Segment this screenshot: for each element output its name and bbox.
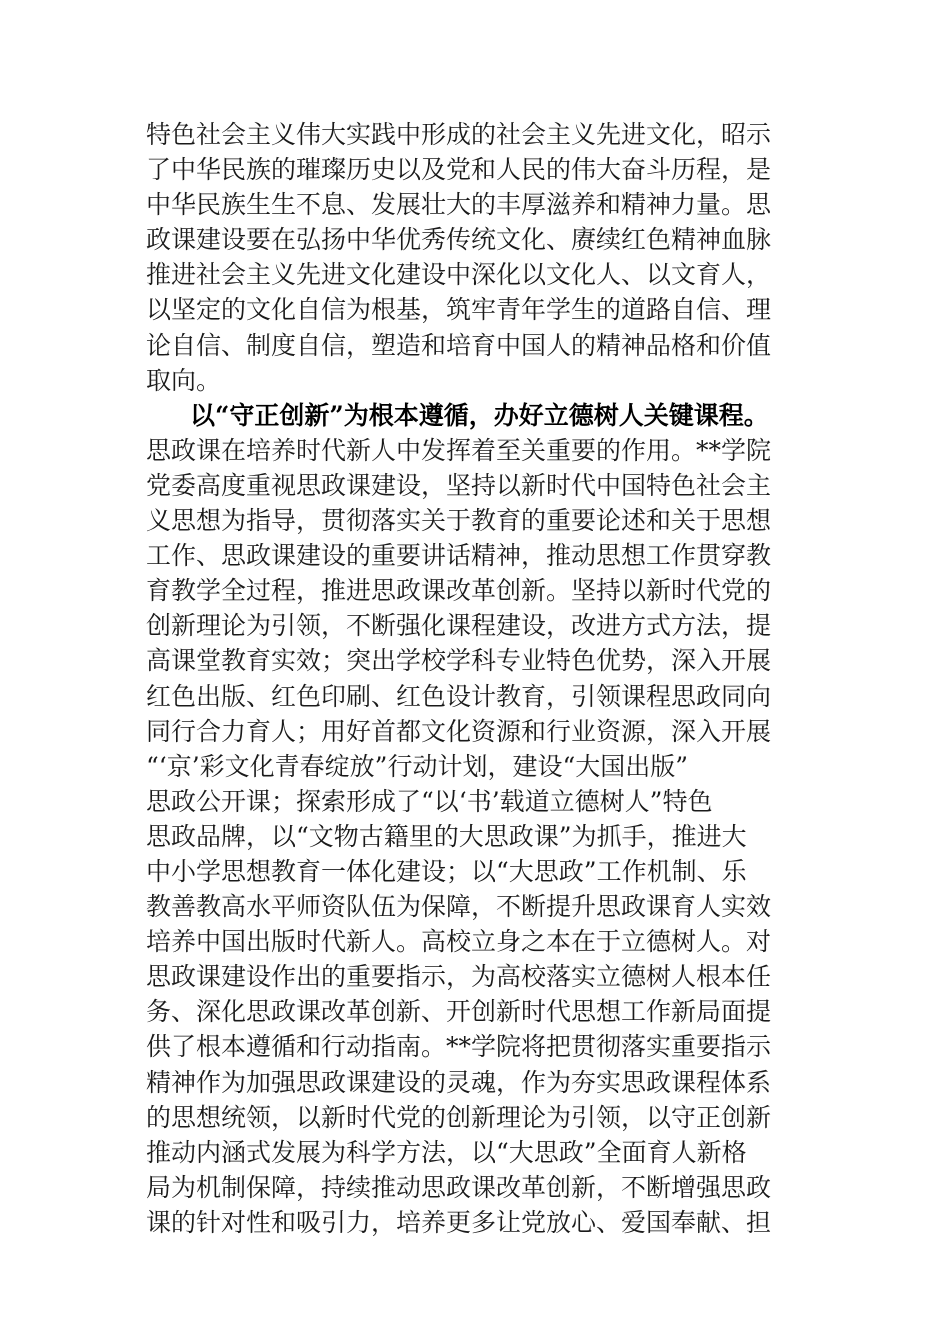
paragraph-ideological-course <box>146 433 836 1240</box>
text-line: 了中华民族的璀璨历史以及党和人民的伟大奋斗历程，是 <box>146 155 772 185</box>
text-line: 的思想统领，以新时代党的创新理论为引领，以守正创新 <box>146 1102 772 1132</box>
text-line: 中小学思想教育一体化建设；以“大思政”工作机制、乐 <box>146 856 747 886</box>
text-line: 义思想为指导，贯彻落实关于教育的重要论述和关于思想 <box>146 506 772 536</box>
text-line: 思政课在培养时代新人中发挥着至关重要的作用。**学院 <box>146 435 772 465</box>
text-line: 务、深化思政课改革创新、开创新时代思想工作新局面提 <box>146 997 772 1027</box>
text-line: 精神作为加强思政课建设的灵魂，作为夯实思政课程体系 <box>146 1067 772 1097</box>
section-heading: 以“守正创新”为根本遵循，办好立德树人关键课程。 <box>190 400 769 430</box>
text-line: 育教学全过程，推进思政课改革创新。坚持以新时代党的 <box>146 576 772 606</box>
text-line: 高课堂教育实效；突出学校学科专业特色优势，深入开展 <box>146 646 772 676</box>
text-line: 思政公开课；探索形成了“以‘书’载道立德树人”特色 <box>146 786 713 816</box>
paragraph-culture <box>146 117 836 398</box>
text-line: 特色社会主义伟大实践中形成的社会主义先进文化，昭示 <box>146 120 772 149</box>
text-line: “‘京’彩文化青春绽放”行动计划，建设“大国出版” <box>146 751 689 781</box>
text-line: 以坚定的文化自信为根基，筑牢青年学生的道路自信、理 <box>146 295 772 325</box>
text-line: 培养中国出版时代新人。高校立身之本在于立德树人。对 <box>146 927 772 957</box>
text-line: 教善教高水平师资队伍为保障，不断提升思政课育人实效 <box>146 892 772 922</box>
text-line: 红色出版、红色印刷、红色设计教育，引领课程思政同向 <box>146 681 772 711</box>
text-line: 政课建设要在弘扬中华优秀传统文化、赓续红色精神血脉 <box>146 225 772 255</box>
text-line: 思政品牌，以“文物古籍里的大思政课”为抓手，推进大 <box>146 821 747 851</box>
text-line: 创新理论为引领，不断强化课程建设，改进方式方法，提 <box>146 611 772 641</box>
text-line: 同行合力育人；用好首都文化资源和行业资源，深入开展 <box>146 716 772 746</box>
text-line: 局为机制保障，持续推动思政课改革创新，不断增强思政 <box>146 1172 772 1202</box>
text-line: 党委高度重视思政课建设，坚持以新时代中国特色社会主 <box>146 470 772 500</box>
text-line: 思政课建设作出的重要指示，为高校落实立德树人根本任 <box>146 962 772 992</box>
text-line: 供了根本遵循和行动指南。**学院将把贯彻落实重要指示 <box>146 1032 772 1062</box>
text-line: 取向。 <box>146 365 222 395</box>
text-line: 工作、思政课建设的重要讲话精神，推动思想工作贯穿教 <box>146 541 772 571</box>
text-line: 课的针对性和吸引力，培养更多让党放心、爱国奉献、担 <box>146 1207 772 1237</box>
text-line: 中华民族生生不息、发展壮大的丰厚滋养和精神力量。思 <box>146 190 772 220</box>
text-line: 推进社会主义先进文化建设中深化以文化人、以文育人， <box>146 260 772 290</box>
text-line: 论自信、制度自信，塑造和培育中国人的精神品格和价值 <box>146 330 772 360</box>
text-line: 推动内涵式发展为科学方法，以“大思政”全面育人新格 <box>146 1137 747 1167</box>
document-body <box>146 117 836 1240</box>
